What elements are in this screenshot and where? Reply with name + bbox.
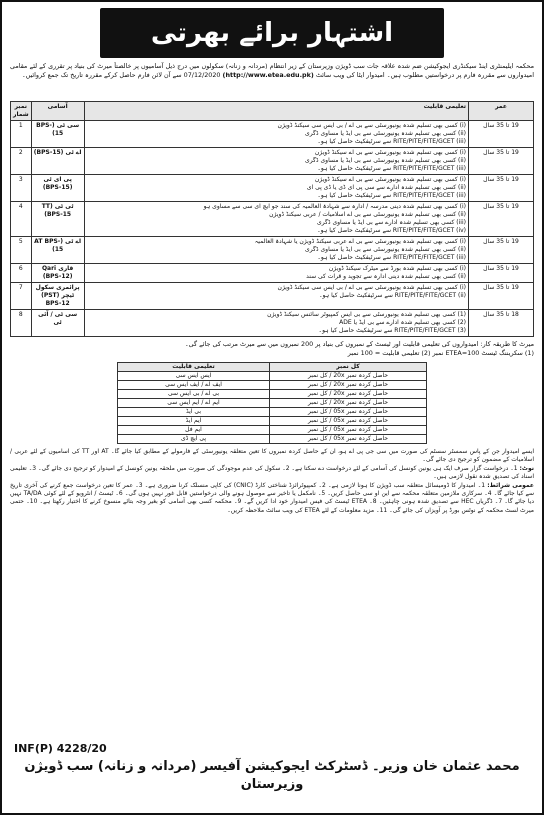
general-label: عمومی شرائط:: [487, 481, 534, 489]
table-row: [11, 310, 534, 337]
marks-qualification: ایم ایڈ: [118, 417, 270, 426]
marks-formula: حاصل کردہ نمبر 05x / کل نمبر: [270, 435, 427, 444]
row-age: 19 تا 35 سال: [469, 237, 534, 264]
marks-header-marks: کل نمبر: [270, 363, 427, 372]
qualification-line: (2) کسی بھی تسلیم شدہ ادارے سے بی ایڈ یا ADE: [339, 319, 466, 326]
table-row: [11, 237, 534, 264]
marks-formula: حاصل کردہ نمبر 05x / کل نمبر: [270, 408, 427, 417]
marks-table-header: [118, 363, 427, 372]
signature-line: محمد عثمان خان وزیر۔ ڈسٹرکٹ ایجوکیشن آفیسر (مردانہ و زنانہ) سب ڈویژن وزیرستان: [24, 759, 520, 792]
row-number: 2: [11, 148, 32, 175]
qualification-line: (i) کسی بھی تسلیم شدہ یونیورسٹی سے بی اے سیکنڈ ڈویژن: [314, 149, 466, 156]
notes-general: [10, 482, 534, 516]
row-post: اے ٹی (BPS-15): [31, 148, 84, 175]
row-post: سی ٹی / آئی ٹی: [31, 310, 84, 337]
row-qualification: [84, 148, 468, 175]
qualification-line: (ii) کسی بھی تسلیم شدہ دینی ادارہ سے تجوید و قرات کی سند: [306, 273, 466, 280]
marks-formula: حاصل کردہ نمبر 05x / کل نمبر: [270, 426, 427, 435]
merit-line-2: (1) سکریننگ ٹیسٹ 100=ETEA نمبر (2) تعلیمی قابلیت = 100 نمبر: [347, 349, 534, 357]
row-number: 4: [11, 202, 32, 237]
marks-qualification: ایم فل: [118, 426, 270, 435]
row-number: 6: [11, 264, 32, 283]
row-post: قاری Qari (BPS-12): [31, 264, 84, 283]
row-qualification: [84, 264, 468, 283]
marks-qualification: ایس ایس سی: [118, 372, 270, 381]
row-number: 1: [11, 121, 32, 148]
posts-table-header: [11, 102, 534, 121]
marks-row: [118, 390, 427, 399]
marks-row: [118, 426, 427, 435]
row-qualification: [84, 175, 468, 202]
row-age: 19 تا 35 سال: [469, 264, 534, 283]
page-title: اشتہار برائے بھرتی: [100, 8, 444, 58]
posts-table: [10, 101, 534, 337]
intro-tail: سے آن لائن فارم حاصل کرکے مقررہ تاریخ تک جمع کروائیں۔: [21, 71, 182, 79]
marks-row: [118, 399, 427, 408]
qualification-line: (i) کسی بھی تسلیم شدہ یونیورسٹی سے بی اے / بی ایس سی سیکنڈ ڈویژن: [277, 122, 466, 129]
marks-table-body: [118, 372, 427, 444]
marks-formula: حاصل کردہ نمبر 20x / کل نمبر: [270, 399, 427, 408]
qualification-line: (iv) RITE/PITE/FITE/GCET سے سرٹیفکیٹ حاصل کیا ہو۔: [317, 227, 466, 234]
row-qualification: [84, 237, 468, 264]
qualification-line: (ii) کسی بھی تسلیم شدہ یونیورسٹی سے بی ایڈ یا مساوی ڈگری: [305, 157, 466, 164]
note-text: 1۔ درخواست گزار صرف ایک ہی یونین کونسل کی آسامی کے لئے درخواست دے سکتا ہے۔ 2۔ سکول کی عدم موجودگی کی صورت میں ملحقہ یونین کونسل کے امیدوار کو ترجیح دی جائے گی۔ 3۔ تعلیمی اسناد کی تصدیق شدہ نقول لازمی ہیں۔: [10, 464, 534, 481]
row-number: 8: [11, 310, 32, 337]
merit-criteria: [10, 340, 534, 360]
qualification-line: (iii) RITE/PITE/FITE/GCET سے سرٹیفکیٹ حاصل کیا ہو۔: [317, 165, 466, 172]
marks-row: [118, 372, 427, 381]
marks-qualification: ایف اے / ایف ایس سی: [118, 381, 270, 390]
qualification-line: (iii) RITE/PITE/FITE/GCET سے سرٹیفکیٹ حاصل کیا ہو۔: [317, 138, 466, 145]
note-label: نوٹ:: [519, 464, 534, 472]
notes-para-1: ایسے امیدوار جن کے پاس سمسٹر سسٹم کی صورت میں سی جی پی اے ہو، ان کے حاصل کردہ نمبروں کا تعین متعلقہ یونیورسٹی کے فارمولے کے مطابق کیا جائے گا۔ AT اور TT کی آسامیوں کے لئے عربی / اسلامیات کے مضمون کو ترجیح دی جائے گی۔: [10, 448, 534, 464]
qualification-line: (1) کسی بھی تسلیم شدہ یونیورسٹی سے بی ایس کمپیوٹر سائنس سیکنڈ ڈویژن: [267, 311, 466, 318]
qualification-line: (iii) RITE/PITE/FITE/GCET سے سرٹیفکیٹ حاصل کیا ہو۔: [317, 254, 466, 261]
posts-table-body: [11, 121, 534, 337]
header-age: عمر: [469, 102, 534, 121]
qualification-line: (i) کسی بھی تسلیم شدہ یونیورسٹی سے بی اے / بی ایس سی سیکنڈ ڈویژن: [277, 284, 466, 291]
row-post: سی ٹی (BPS-15): [31, 121, 84, 148]
row-post: اے ٹی (AT BPS-15): [31, 237, 84, 264]
row-age: 19 تا 35 سال: [469, 202, 534, 237]
header-no: نمبر شمار: [11, 102, 32, 121]
marks-formula: حاصل کردہ نمبر 05x / کل نمبر: [270, 417, 427, 426]
row-age: 19 تا 35 سال: [469, 175, 534, 202]
qualification-line: (ii) کسی بھی تسلیم شدہ یونیورسٹی سے بی اے اسلامیات / عربی سیکنڈ ڈویژن: [269, 211, 466, 218]
marks-row: [118, 408, 427, 417]
marks-qualification: بی ایڈ: [118, 408, 270, 417]
marks-header-qualification: تعلیمی قابلیت: [118, 363, 270, 372]
qualification-line: (iii) کسی بھی تسلیم شدہ ادارے سے بی ایڈ یا مساوی ڈگری: [317, 219, 466, 226]
qualification-line: (i) کسی بھی تسلیم شدہ یونیورسٹی سے بی اے سیکنڈ ڈویژن: [314, 176, 466, 183]
marks-table: [117, 362, 427, 444]
qualification-line: (ii) کسی بھی تسلیم شدہ یونیورسٹی سے بی ایڈ یا مساوی ڈگری: [305, 130, 466, 137]
row-number: 7: [11, 283, 32, 310]
marks-row: [118, 417, 427, 426]
qualification-line: (ii) کسی بھی تسلیم شدہ یونیورسٹی سے بی ایڈ یا مساوی ڈگری: [305, 246, 466, 253]
header-post: آسامی: [31, 102, 84, 121]
intro-website: (http://www.etea.edu.pk): [222, 71, 314, 79]
row-age: 18 تا 35 سال: [469, 310, 534, 337]
header-qualification: تعلیمی قابلیت: [84, 102, 468, 121]
row-post: ٹی ٹی (TT BPS-15): [31, 202, 84, 237]
marks-row: [118, 435, 427, 444]
qualification-line: (ii) کسی بھی تسلیم شدہ ادارے سے سی پی ای ڈی یا ڈی پی ای: [306, 184, 466, 191]
intro-text: محکمہ ایلیمنٹری اینڈ سیکنڈری ایجوکیشن ضم شدہ علاقہ جات سب ڈویژن وزیرستان کے زیر انتظام (مردانہ و زنانہ) سکولوں میں درج ذیل آسامیوں پر خالصتاً میرٹ کی بنیاد پر تقرری کے لئے مقامی امیدواروں سے مقررہ فارم پر درخواستیں مطلوب ہیں۔ امیدوار ایٹا کی ویب سائٹ: [10, 62, 534, 79]
table-row: [11, 148, 534, 175]
row-number: 3: [11, 175, 32, 202]
inf-number: INF(P) 4228/20: [14, 742, 107, 755]
table-row: [11, 202, 534, 237]
qualification-line: (i) کسی بھی تسلیم شدہ دینی مدرسہ / ادارہ سے شہادۃ العالمیہ کی سند جو ایچ ای سی سے مساوی ہو: [203, 203, 466, 210]
row-qualification: [84, 202, 468, 237]
marks-qualification: بی اے / بی ایس سی: [118, 390, 270, 399]
intro-paragraph: [10, 62, 534, 98]
qualification-line: (i) کسی بھی تسلیم شدہ یونیورسٹی سے بی اے عربی سیکنڈ ڈویژن یا شہادۃ العالمیہ: [254, 238, 466, 245]
marks-formula: حاصل کردہ نمبر 20x / کل نمبر: [270, 390, 427, 399]
table-row: [11, 283, 534, 310]
general-text: 1۔ امیدوار کا ڈومیسائل متعلقہ سب ڈویژن کا ہونا لازمی ہے۔ 2۔ کمپیوٹرائزڈ شناختی کارڈ (CNIC) کی کاپی منسلک کرنا ضروری ہے۔ 3۔ عمر کا تعین درخواست جمع کرنے کی آخری تاریخ سے کیا جائے گا۔ 4۔ سرکاری ملازمین متعلقہ محکمہ سے این او سی حاصل کریں۔ 5۔ نامکمل یا تاخیر سے موصول ہونے والی درخواستیں قابل غور نہیں ہوں گی۔ 6۔ ٹیسٹ / انٹرویو کے لئے کوئی TA/DA نہیں دیا جائے گا۔ 7۔ ڈگریاں HEC سے تصدیق شدہ ہونی چاہئیں۔ 8۔ ETEA ٹیسٹ کی فیس امیدوار خود ادا کریں گے۔ 9۔ محکمہ کسی بھی آسامی کو بغیر وجہ بتائے منسوخ کرنے کا اختیار رکھتا ہے۔ 10۔ حتمی میرٹ لسٹ محکمہ کے نوٹس بورڈ پر آویزاں کی جائے گی۔ 11۔ مزید معلومات کے لئے ETEA کی ویب سائٹ ملاحظہ کریں۔: [10, 481, 534, 514]
qualification-line: (ii) RITE/PITE/FITE/GCET سے سرٹیفکیٹ حاصل کیا ہو۔: [319, 292, 466, 299]
notes-note: [10, 465, 534, 482]
intro-date: 07/12/2020: [183, 71, 221, 79]
row-qualification: [84, 121, 468, 148]
marks-qualification: ایم اے / ایم ایس سی: [118, 399, 270, 408]
qualification-line: (3) RITE/PITE/FITE/GCET سے سرٹیفکیٹ حاصل کیا ہو۔: [318, 327, 466, 334]
notes-section: [10, 448, 534, 634]
merit-line-1: میرٹ کا طریقہ کار: امیدواروں کی تعلیمی قابلیت اور ٹیسٹ کے نمبروں کی بنیاد پر 200 نمبروں میں سے میرٹ مرتب کی جائے گی۔: [184, 340, 534, 348]
row-post: پرائمری سکول ٹیچر (PST) BPS-12: [31, 283, 84, 310]
marks-qualification: پی ایچ ڈی: [118, 435, 270, 444]
qualification-line: (iii) RITE/PITE/FITE/GCET سے سرٹیفکیٹ حاصل کیا ہو۔: [317, 192, 466, 199]
table-row: [11, 175, 534, 202]
row-age: 19 تا 35 سال: [469, 121, 534, 148]
row-post: پی ای ٹی (BPS-15): [31, 175, 84, 202]
row-age: 19 تا 35 سال: [469, 148, 534, 175]
row-number: 5: [11, 237, 32, 264]
row-qualification: [84, 283, 468, 310]
marks-formula: حاصل کردہ نمبر 20x / کل نمبر: [270, 381, 427, 390]
row-age: 19 تا 35 سال: [469, 283, 534, 310]
table-row: [11, 264, 534, 283]
row-qualification: [84, 310, 468, 337]
table-row: [11, 121, 534, 148]
qualification-line: (i) کسی بھی تسلیم شدہ بورڈ سے میٹرک سیکنڈ ڈویژن: [328, 265, 466, 272]
marks-row: [118, 381, 427, 390]
marks-formula: حاصل کردہ نمبر 20x / کل نمبر: [270, 372, 427, 381]
